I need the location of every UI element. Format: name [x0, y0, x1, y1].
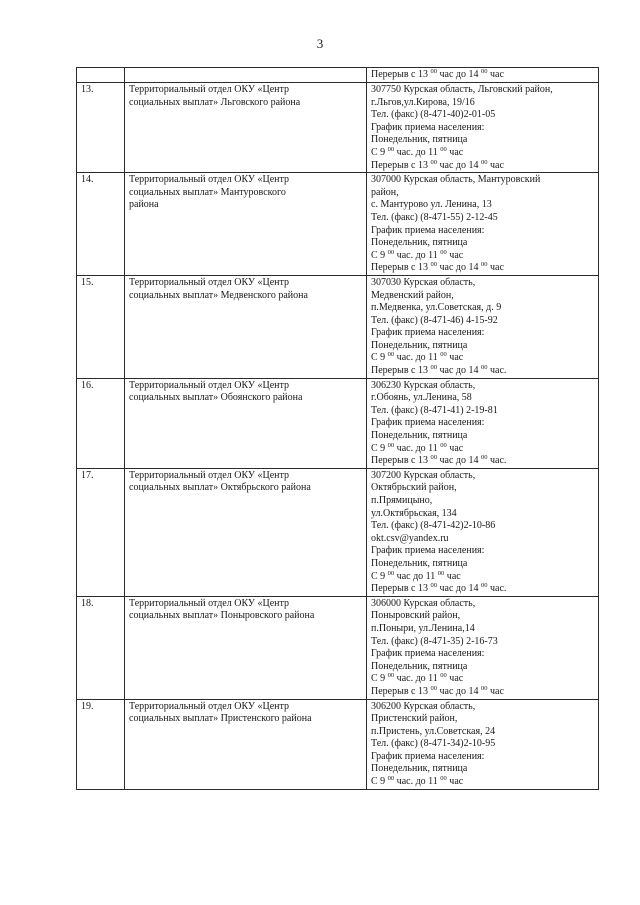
address-line — [371, 545, 595, 558]
time-minutes-superscript: 00 — [387, 672, 395, 680]
address-text: п.Пристень, ул.Советская, 24 — [371, 725, 496, 737]
office-name-line: Территориальный отдел ОКУ «Центр — [129, 84, 290, 95]
address-line — [371, 520, 595, 533]
address-line — [371, 623, 595, 636]
office-name — [125, 699, 367, 789]
time-minutes-superscript: 00 — [387, 441, 395, 449]
address-line — [371, 726, 595, 739]
address-text: Поныровский район, — [371, 610, 461, 622]
office-address — [367, 378, 599, 468]
row-number: 16. — [77, 378, 125, 468]
office-address — [367, 68, 599, 83]
time-minutes-superscript: 00 — [430, 684, 437, 692]
address-text: район, — [371, 186, 399, 198]
row-number: 15. — [77, 275, 125, 378]
address-text: Тел. (факс) (8-471-40)2-01-05 — [371, 109, 496, 121]
office-address — [367, 173, 599, 276]
time-minutes-superscript: 00 — [440, 441, 447, 449]
office-name-line: Территориальный отдел ОКУ «Центр — [129, 700, 290, 712]
address-line — [371, 738, 595, 751]
address-line — [371, 212, 595, 225]
office-address — [367, 468, 599, 596]
address-text: час — [487, 159, 504, 171]
address-line — [371, 661, 595, 674]
address-text: С 9 — [371, 570, 388, 582]
address-text: Перерыв с 13 — [371, 685, 431, 697]
address-text: Медвенский район, — [371, 289, 454, 301]
address-text: Перерыв с 13 — [371, 583, 431, 595]
office-name-line: социальных выплат» Октябрьского района — [129, 482, 311, 494]
address-line — [371, 405, 595, 418]
office-address — [367, 83, 599, 173]
office-row — [77, 699, 599, 789]
time-minutes-superscript: 00 — [440, 145, 447, 153]
address-text: час до 14 — [436, 159, 481, 171]
address-text: График приема населения: — [371, 648, 485, 660]
address-line — [371, 648, 595, 661]
address-text: час до 14 — [436, 685, 481, 697]
address-line — [371, 455, 595, 468]
time-minutes-superscript: 00 — [430, 582, 437, 590]
address-line — [371, 69, 595, 82]
office-name-line: социальных выплат» Мантуровского — [129, 186, 286, 198]
address-text: Тел. (факс) (8-471-46) 4-15-92 — [371, 314, 498, 326]
address-text: час до 14 — [436, 455, 481, 467]
address-text: Перерыв с 13 — [371, 455, 431, 467]
row-number: 18. — [77, 596, 125, 699]
continuation-row — [77, 68, 599, 83]
address-text: okt.csv@yandex.ru — [371, 532, 449, 544]
address-line — [371, 392, 595, 405]
address-text: Тел. (факс) (8-471-42)2-10-86 — [371, 520, 496, 532]
address-text: Понедельник, пятница — [371, 430, 468, 442]
row-number: 17. — [77, 468, 125, 596]
address-text: час до 11 — [394, 570, 438, 582]
office-name-line: социальных выплат» Льговского района — [129, 96, 301, 108]
time-minutes-superscript: 00 — [480, 364, 488, 372]
office-name-line: Территориальный отдел ОКУ «Центр — [129, 469, 290, 481]
address-line — [371, 174, 595, 187]
address-text: час — [487, 262, 504, 274]
address-text: час — [487, 69, 504, 80]
address-line — [371, 430, 595, 443]
office-row — [77, 596, 599, 699]
address-line — [371, 187, 595, 200]
address-line — [371, 97, 595, 110]
address-line — [371, 701, 595, 714]
address-line — [371, 482, 595, 495]
address-text: С 9 — [371, 249, 388, 261]
address-text: 306200 Курская область, — [371, 700, 476, 712]
address-text: час. до 11 — [394, 352, 441, 364]
address-line — [371, 199, 595, 212]
address-text: час — [446, 146, 464, 158]
address-text: Тел. (факс) (8-471-55) 2-12-45 — [371, 211, 498, 223]
office-name-line: Территориальный отдел ОКУ «Центр — [129, 174, 290, 186]
office-address — [367, 699, 599, 789]
address-text: 306000 Курская область, — [371, 597, 476, 609]
office-address — [367, 275, 599, 378]
time-minutes-superscript: 00 — [387, 248, 395, 256]
time-minutes-superscript: 00 — [480, 158, 488, 166]
address-line — [371, 533, 595, 546]
address-text: час — [487, 685, 504, 697]
address-text: Перерыв с 13 — [371, 69, 431, 80]
address-text: С 9 — [371, 442, 388, 454]
address-text: График приема населения: — [371, 750, 485, 762]
time-minutes-superscript: 00 — [440, 351, 447, 359]
address-text: С 9 — [371, 776, 388, 788]
address-line — [371, 636, 595, 649]
address-line — [371, 225, 595, 238]
time-minutes-superscript: 00 — [387, 569, 395, 577]
address-line — [371, 237, 595, 250]
address-text: час до 14 — [436, 583, 481, 595]
address-line — [371, 558, 595, 571]
address-line — [371, 763, 595, 776]
address-text: С 9 — [371, 352, 388, 364]
address-text: Перерыв с 13 — [371, 365, 431, 377]
address-line — [371, 776, 595, 789]
address-text: Перерыв с 13 — [371, 159, 431, 171]
address-text: Перерыв с 13 — [371, 262, 431, 274]
address-text: Тел. (факс) (8-471-41) 2-19-81 — [371, 404, 498, 416]
address-line — [371, 495, 595, 508]
row-number — [77, 68, 125, 83]
address-line — [371, 610, 595, 623]
address-line — [371, 598, 595, 611]
page-number: 3 — [316, 36, 324, 51]
address-text: Понедельник, пятница — [371, 763, 468, 775]
address-line — [371, 160, 595, 173]
office-row — [77, 378, 599, 468]
address-line — [371, 302, 595, 315]
address-text: час. до 11 — [394, 673, 441, 685]
office-address — [367, 596, 599, 699]
address-text: График приема населения: — [371, 327, 485, 339]
time-minutes-superscript: 00 — [480, 684, 488, 692]
address-text: с. Мантурово ул. Ленина, 13 — [371, 199, 492, 211]
address-line — [371, 290, 595, 303]
offices-table-body — [77, 68, 599, 790]
office-row — [77, 468, 599, 596]
address-text: Понедельник, пятница — [371, 557, 468, 569]
address-text: час до 14 — [436, 365, 481, 377]
address-text: Понедельник, пятница — [371, 339, 468, 351]
address-line — [371, 470, 595, 483]
time-minutes-superscript: 00 — [480, 582, 488, 590]
office-row — [77, 83, 599, 173]
address-text: час. до 11 — [394, 146, 441, 158]
time-minutes-superscript: 00 — [480, 68, 488, 75]
office-name-line: Территориальный отдел ОКУ «Центр — [129, 276, 290, 288]
offices-table — [76, 67, 599, 790]
address-line — [371, 122, 595, 135]
address-text: час. — [487, 365, 507, 377]
time-minutes-superscript: 00 — [480, 261, 488, 269]
address-text: час — [446, 249, 464, 261]
address-line — [371, 277, 595, 290]
address-text: час — [446, 776, 464, 788]
office-name-line: Территориальный отдел ОКУ «Центр — [129, 597, 290, 609]
address-text: 307030 Курская область, — [371, 276, 476, 288]
address-text: С 9 — [371, 146, 388, 158]
office-name — [125, 83, 367, 173]
address-line — [371, 109, 595, 122]
address-text: час до 14 — [436, 69, 481, 80]
address-line — [371, 315, 595, 328]
address-line — [371, 134, 595, 147]
time-minutes-superscript: 00 — [440, 672, 447, 680]
office-name — [125, 378, 367, 468]
time-minutes-superscript: 00 — [480, 454, 488, 462]
address-text: час. — [487, 455, 507, 467]
address-line — [371, 713, 595, 726]
address-text: Тел. (факс) (8-471-34)2-10-95 — [371, 738, 496, 750]
address-line — [371, 340, 595, 353]
address-text: Понедельник, пятница — [371, 134, 468, 146]
row-number: 13. — [77, 83, 125, 173]
address-text: 307200 Курская область, — [371, 469, 476, 481]
office-row — [77, 275, 599, 378]
address-line — [371, 686, 595, 699]
address-text: График приема населения: — [371, 545, 485, 557]
address-text: График приема населения: — [371, 417, 485, 429]
address-text: час. до 11 — [394, 249, 441, 261]
address-text: час — [446, 442, 464, 454]
address-text: час до 14 — [436, 262, 481, 274]
office-row — [77, 173, 599, 276]
time-minutes-superscript: 00 — [440, 248, 447, 256]
address-line — [371, 508, 595, 521]
address-line — [371, 583, 595, 596]
time-minutes-superscript: 00 — [437, 569, 445, 577]
address-text: час. до 11 — [394, 442, 441, 454]
address-text: Октябрьский район, — [371, 482, 457, 494]
address-text: График приема населения: — [371, 121, 485, 133]
office-name-line: социальных выплат» Пристенского района — [129, 713, 312, 725]
office-name — [125, 173, 367, 276]
address-text: График приема населения: — [371, 224, 485, 236]
office-name-line: социальных выплат» Медвенского района — [129, 289, 308, 301]
time-minutes-superscript: 00 — [430, 454, 437, 462]
address-line — [371, 365, 595, 378]
time-minutes-superscript: 00 — [387, 145, 395, 153]
address-text: час. до 11 — [394, 776, 441, 788]
address-text: Понедельник, пятница — [371, 237, 468, 249]
address-text: Понедельник, пятница — [371, 660, 468, 672]
office-name — [125, 468, 367, 596]
office-name — [125, 68, 367, 83]
address-text: час — [446, 673, 464, 685]
address-text: 306230 Курская область, — [371, 379, 476, 391]
office-name-line: социальных выплат» Поныровского района — [129, 610, 315, 622]
row-number: 14. — [77, 173, 125, 276]
time-minutes-superscript: 00 — [387, 351, 395, 359]
address-text: час — [444, 570, 461, 582]
office-name-line: района — [129, 199, 159, 211]
office-name — [125, 596, 367, 699]
time-minutes-superscript: 00 — [430, 261, 437, 269]
address-line — [371, 751, 595, 764]
time-minutes-superscript: 00 — [430, 68, 437, 75]
address-text: г.Обоянь, ул.Ленина, 58 — [371, 392, 472, 404]
address-line — [371, 84, 595, 97]
address-text: п.Поныри, ул.Ленина,14 — [371, 622, 475, 634]
row-number: 19. — [77, 699, 125, 789]
address-line — [371, 262, 595, 275]
time-minutes-superscript: 00 — [440, 775, 447, 783]
address-text: час — [446, 352, 464, 364]
address-text: С 9 — [371, 673, 388, 685]
address-line — [371, 380, 595, 393]
address-text: п.Медвенка, ул.Советская, д. 9 — [371, 302, 502, 314]
address-text: Пристенский район, — [371, 713, 458, 725]
address-text: Тел. (факс) (8-471-35) 2-16-73 — [371, 635, 498, 647]
office-name-line: социальных выплат» Обоянского района — [129, 392, 303, 404]
address-text: г.Льгов,ул.Кирова, 19/16 — [371, 96, 475, 108]
address-text: 307750 Курская область, Льговский район, — [371, 84, 553, 95]
time-minutes-superscript: 00 — [387, 775, 395, 783]
address-text: ул.Октябрьская, 134 — [371, 507, 457, 519]
address-line — [371, 417, 595, 430]
address-text: п.Прямицыно, — [371, 495, 433, 506]
address-text: час. — [487, 583, 507, 595]
time-minutes-superscript: 00 — [430, 158, 437, 166]
office-name-line: Территориальный отдел ОКУ «Центр — [129, 379, 290, 391]
address-line — [371, 327, 595, 340]
time-minutes-superscript: 00 — [430, 364, 437, 372]
office-name — [125, 275, 367, 378]
address-text: 307000 Курская область, Мантуровский — [371, 174, 541, 186]
address-line — [371, 147, 595, 160]
